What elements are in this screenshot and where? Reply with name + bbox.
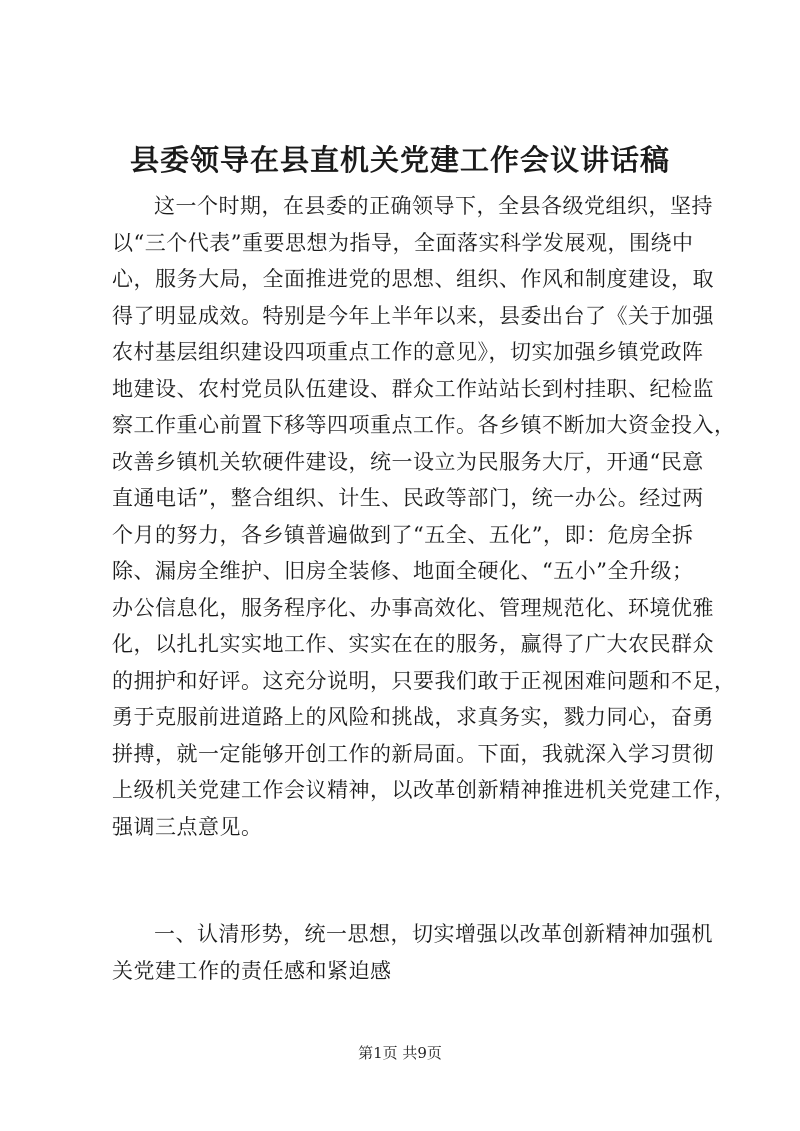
section-heading-paragraph	[112, 916, 712, 989]
paragraph-line: 关党建工作的责任感和紧迫感	[112, 958, 392, 983]
paragraph-line: 地建设、农村党员队伍建设、群众工作站站长到村挂职、纪检监	[112, 376, 714, 401]
paragraph-line: 这一个时期，在县委的正确领导下，全县各级党组织，坚持	[154, 194, 713, 218]
paragraph-line: 直通电话”，整合组织、计生、民政等部门，统一办公。经过两	[112, 486, 704, 510]
paragraph-line: 一、认清形势，统一思想，切实增强以改革创新精神加强机	[154, 922, 713, 946]
paragraph-line: 办公信息化，服务程序化、办事高效化、管理规范化、环境优雅	[112, 595, 714, 620]
paragraph-line: 个月的努力，各乡镇普遍做到了“五全、五化”，即：危房全拆	[112, 522, 694, 547]
paragraph-line: 得了明显成效。特别是今年上半年以来，县委出台了《关于加强	[112, 303, 714, 328]
page-indicator: 第1页 共9页	[358, 1044, 442, 1062]
paragraph-line: 拼搏，就一定能够开创工作的新局面。下面，我就深入学习贯彻	[112, 741, 714, 766]
paragraph-line: 的拥护和好评。这充分说明，只要我们敢于正视困难问题和不足，	[112, 668, 736, 693]
body-paragraph-1	[112, 188, 736, 845]
paragraph-line: 察工作重心前置下移等四项重点工作。各乡镇不断加大资金投入，	[112, 413, 736, 437]
paragraph-line: 强调三点意见。	[112, 814, 263, 839]
paragraph-line: 化，以扎扎实实地工作、实实在在的服务，赢得了广大农民群众	[112, 632, 714, 656]
paragraph-line: 除、漏房全维护、旧房全装修、地面全硬化、“五小”全升级；	[112, 559, 694, 583]
document-title: 县委领导在县直机关党建工作会议讲话稿	[129, 143, 670, 177]
paragraph-line: 心，服务大局，全面推进党的思想、组织、作风和制度建设，取	[112, 267, 714, 291]
paragraph-line: 勇于克服前进道路上的风险和挑战，求真务实，戮力同心，奋勇	[112, 705, 714, 729]
paragraph-line: 农村基层组织建设四项重点工作的意见》，切实加强乡镇党政阵	[112, 340, 704, 364]
paragraph-line: 上级机关党建工作会议精神，以改革创新精神推进机关党建工作，	[112, 778, 736, 802]
page-footer	[0, 1043, 800, 1063]
paragraph-line: 改善乡镇机关软硬件建设，统一设立为民服务大厅，开通“民意	[112, 449, 704, 474]
paragraph-line: 以“三个代表”重要思想为指导，全面落实科学发展观，围绕中	[112, 230, 694, 255]
